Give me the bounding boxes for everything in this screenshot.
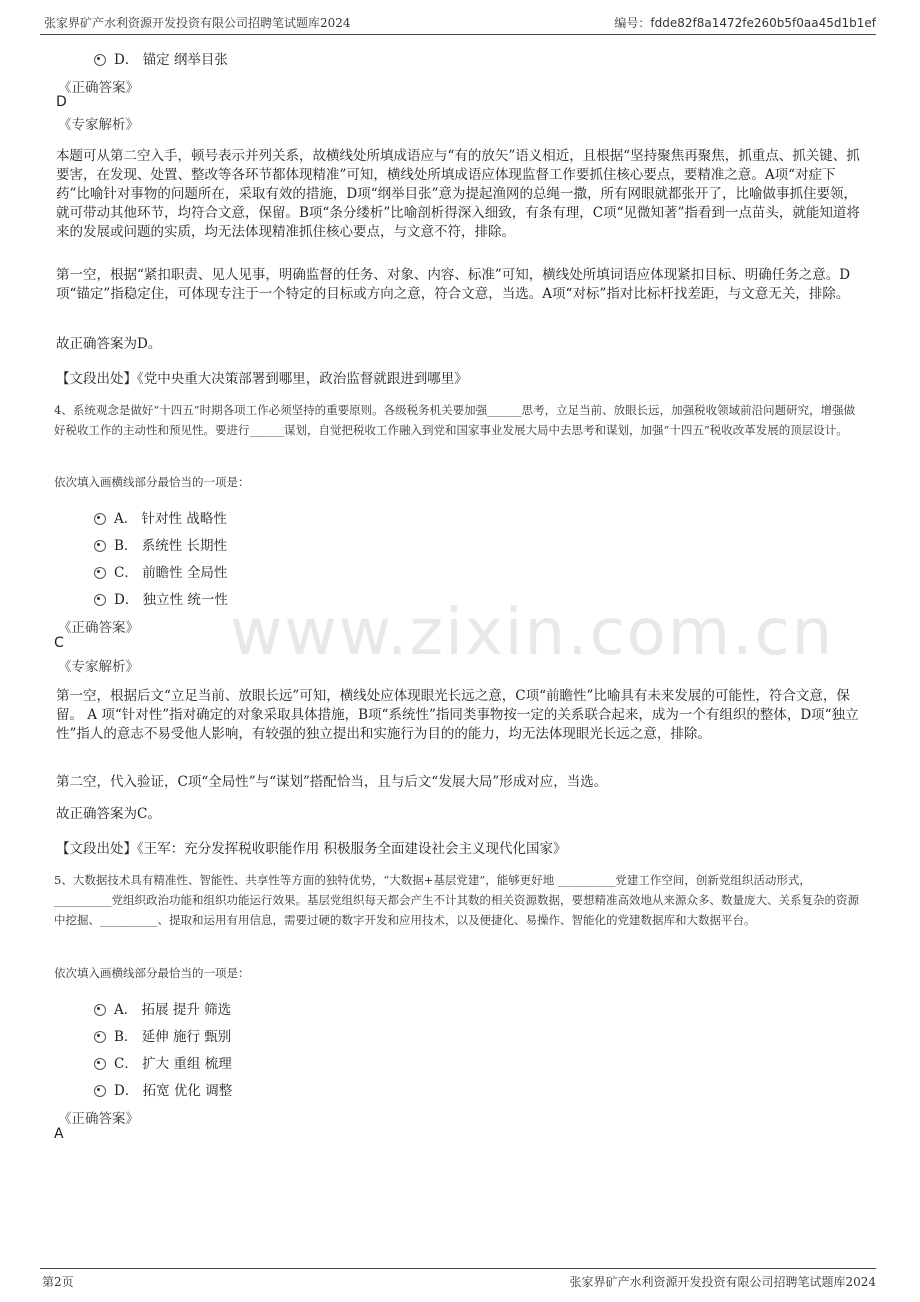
radio-icon[interactable] <box>94 1058 106 1070</box>
q4-conclusion: 故正确答案为C。 <box>56 806 161 822</box>
radio-icon[interactable] <box>94 567 106 579</box>
q4-option-label: C． 前瞻性 全局性 <box>114 565 228 581</box>
q4-source: 【文段出处】《王军：充分发挥税收职能作用 积极服务全面建设社会主义现代化国家》 <box>56 841 567 857</box>
watermark: www.zixin.com.cn <box>230 596 835 670</box>
q5-stem: 5、大数据技术具有精准性、智能性、共享性等方面的独特优势，“大数据+基层党建”，能够更好地 __________党建工作空间，创新党组织活动形式，__________党组织政治功能和组织功能运行效果。基层党组织每天都会产生不计其数的相关资源数据，要想精准高效地从来源众多、数量庞大、关系复杂的资源中挖掘、__________、提取和运用有用信息，需要过硬的数字开发和应用技术，以及便捷化、易操作、智能化的党建数据库和大数据平台。 <box>54 873 859 927</box>
radio-icon[interactable] <box>94 1004 106 1016</box>
q4-answer: C <box>54 635 64 651</box>
header-doc-id: 编号：fdde82f8a1472fe260b5f0aa45d1b1ef <box>614 16 876 30</box>
q4-prompt: 依次填入画横线部分最恰当的一项是： <box>54 475 250 489</box>
q5-option-a[interactable] <box>94 998 231 1018</box>
q3-analysis-p1: 本题可从第二空入手，顿号表示并列关系，故横线处所填成语应与“有的放矢”语义相近，且根据“坚持聚焦再聚焦，抓重点、抓关键、抓要害，在发现、处置、整改等各环节都体现精准”可知，横线处所填成语应体现监督工作要抓住核心要点，要精准之意。A项“对症下药”比喻针对事物的问题所在，采取有效的措施，D项“纲举目张”意为提起渔网的总绳一撒，所有网眼就都张开了，比喻做事抓住要领，就可带动其他环节，均符合文意，保留。B项“条分缕析”比喻剖析得深入细致，有条有理，C项“见微知著”指看到一点苗头，就能知道将来的发展或问题的实质，均无法体现精准抓住核心要点，与文意不符，排除。 <box>56 148 860 240</box>
q5-option-label: B． 延伸 施行 甄别 <box>114 1029 232 1045</box>
q5-option-label: D． 拓宽 优化 调整 <box>114 1083 233 1099</box>
q4-answer-label: 《正确答案》 <box>58 620 139 636</box>
q4-stem: 4、系统观念是做好“十四五”时期各项工作必须坚持的重要原则。各级税务机关要加强______思考，立足当前、放眼长远，加强税收领域前沿问题研究，增强做好税收工作的主动性和预见性。要进行______谋划，自觉把税收工作融入到党和国家事业发展大局中去思考和谋划，加强“十四五”税收改革发展的顶层设计。 <box>54 403 856 437</box>
q5-option-c[interactable] <box>94 1052 232 1072</box>
page-number: 第2页 <box>42 1275 74 1289</box>
q4-option-d[interactable] <box>94 588 228 608</box>
q5-answer-label: 《正确答案》 <box>58 1111 139 1127</box>
q3-source: 【文段出处】《党中央重大决策部署到哪里，政治监督就跟进到哪里》 <box>56 371 468 387</box>
q5-prompt: 依次填入画横线部分最恰当的一项是： <box>54 966 250 980</box>
radio-icon[interactable] <box>94 54 106 66</box>
q3-option-d[interactable] <box>94 48 228 68</box>
radio-icon[interactable] <box>94 513 106 525</box>
footer-title: 张家界矿产水利资源开发投资有限公司招聘笔试题库2024 <box>569 1275 876 1289</box>
q5-option-d[interactable] <box>94 1079 232 1099</box>
radio-icon[interactable] <box>94 540 106 552</box>
radio-icon[interactable] <box>94 1085 106 1097</box>
q4-option-b[interactable] <box>94 534 227 554</box>
q5-option-label: A． 拓展 提升 筛选 <box>114 1002 232 1018</box>
radio-icon[interactable] <box>94 594 106 606</box>
radio-icon[interactable] <box>94 1031 106 1043</box>
q3-conclusion: 故正确答案为D。 <box>56 336 162 352</box>
q3-option-d-label: D． 锚定 纲举目张 <box>114 52 228 68</box>
q5-option-label: C． 扩大 重组 梳理 <box>114 1056 232 1072</box>
q4-analysis-p2: 第二空，代入验证，C项“全局性”与“谋划”搭配恰当，且与后文“发展大局”形成对应，当选。 <box>56 774 608 790</box>
q4-analysis-p1: 第一空，根据后文“立足当前、放眼长远”可知，横线处应体现眼光长远之意，C项“前瞻性”比喻具有未来发展的可能性，符合文意，保留。 A 项“针对性”指对确定的对象采取具体措施，B项“系统性”指同类事物按一定的关系联合起来，成为一个有组织的整体，D项“独立性”指人的意志不易受他人影响，有较强的独立提出和实施行为目的的能力，均无法体现眼光长远之意，排除。 <box>56 688 859 742</box>
q3-analysis-label: 《专家解析》 <box>58 117 139 133</box>
page-header <box>40 12 876 35</box>
q4-option-a[interactable] <box>94 507 227 527</box>
page-footer <box>40 1268 876 1293</box>
q4-option-label: D． 独立性 统一性 <box>114 592 228 608</box>
q5-option-b[interactable] <box>94 1025 231 1045</box>
q5-answer: A <box>54 1126 64 1142</box>
header-title: 张家界矿产水利资源开发投资有限公司招聘笔试题库2024 <box>44 16 351 30</box>
q4-option-c[interactable] <box>94 561 227 581</box>
q3-answer: D <box>56 94 67 110</box>
q4-option-label: B． 系统性 长期性 <box>114 538 228 554</box>
q4-option-label: A． 针对性 战略性 <box>114 511 227 527</box>
q3-analysis-p2: 第一空，根据“紧扣职责、见人见事，明确监督的任务、对象、内容、标准”可知，横线处所填词语应体现紧扣目标、明确任务之意。D项“锚定”指稳定住，可体现专注于一个特定的目标或方向之意，符合文意，当选。A项“对标”指对比标杆找差距，与文意无关，排除。 <box>56 267 851 302</box>
q4-analysis-label: 《专家解析》 <box>58 659 139 675</box>
q3-answer-label: 《正确答案》 <box>58 80 139 96</box>
